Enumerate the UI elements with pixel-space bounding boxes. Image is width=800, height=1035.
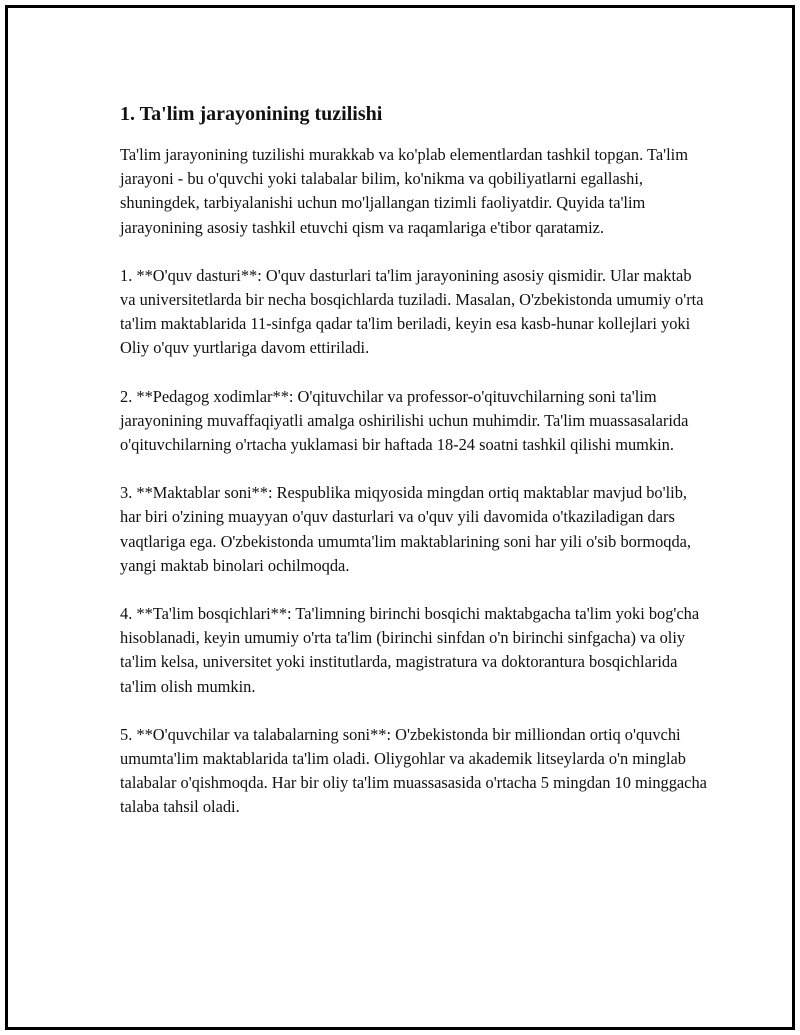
paragraph-number-of-schools: 3. **Maktablar soni**: Respublika miqyosida mingdan ortiq maktablar mavjud bo'lib, har biri o'zining muayyan o'quv dasturlari va o'quv yili davomida o'tkaziladigan dars vaqtlariga ega. O'zbekistonda umumta'lim maktablarining soni har yili o'sib bormoqda, yangi maktab binolari ochilmoqda. [120,483,692,575]
paragraph-student-numbers: 5. **O'quvchilar va talabalarning soni**: O'zbekistonda bir milliondan ortiq o'quvchi umumta'lim maktablarida ta'lim oladi. Oliygohlar va akademik litseylarda o'n minglab talabalar o'qishmoqda. Har bir oliy ta'lim muassasasida o'rtacha 5 mingdan 10 minggacha talaba tahsil oladi. [120,724,707,817]
page-frame [5,5,795,1030]
document-body [120,99,710,820]
paragraph-teaching-staff: 2. **Pedagog xodimlar**: O'qituvchilar va professor-o'qituvchilarning soni ta'lim jarayonining muvaffaqiyatli amalga oshirilishi uchun muhimdir. Ta'lim muassasalarida o'qituvchilarning o'rtacha yuklamasi bir haftada 18-24 soatni tashkil qilishi mumkin. [120,386,689,455]
intro-paragraph: Ta'lim jarayonining tuzilishi murakkab va ko'plab elementlardan tashkil topgan. Ta'lim jarayoni - bu o'quvchi yoki talabalar bilim, ko'nikma va qobiliyatlarni egallashi, shuningdek, tarbiyalanishi uchun mo'ljallangan tizimli faoliyatdir. Quyida ta'lim jarayonining asosiy tashkil etuvchi qism va raqamlariga e'tibor qaratamiz. [120,145,688,237]
paragraph-education-stages: 4. **Ta'lim bosqichlari**: Ta'limning birinchi bosqichi maktabgacha ta'lim yoki bog'cha hisoblanadi, keyin umumiy o'rta ta'lim (birinchi sinfdan o'n birinchi sinfgacha) va oliy ta'lim kelsa, universitet yoki institutlarda, magistratura va doktorantura bosqichlarida ta'lim olish mumkin. [120,604,700,696]
document-title: 1. Ta'lim jarayonining tuzilishi [120,103,383,125]
paragraph-curriculum: 1. **O'quv dasturi**: O'quv dasturlari ta'lim jarayonining asosiy qismidir. Ular maktab va universitetlarda bir necha bosqichlarda tuziladi. Masalan, O'zbekistonda umumiy o'rta ta'lim maktablarida 11-sinfga qadar ta'lim beriladi, keyin esa kasb-hunar kollejlari yoki Oliy o'quv yurtlariga davom ettiriladi. [120,265,704,358]
